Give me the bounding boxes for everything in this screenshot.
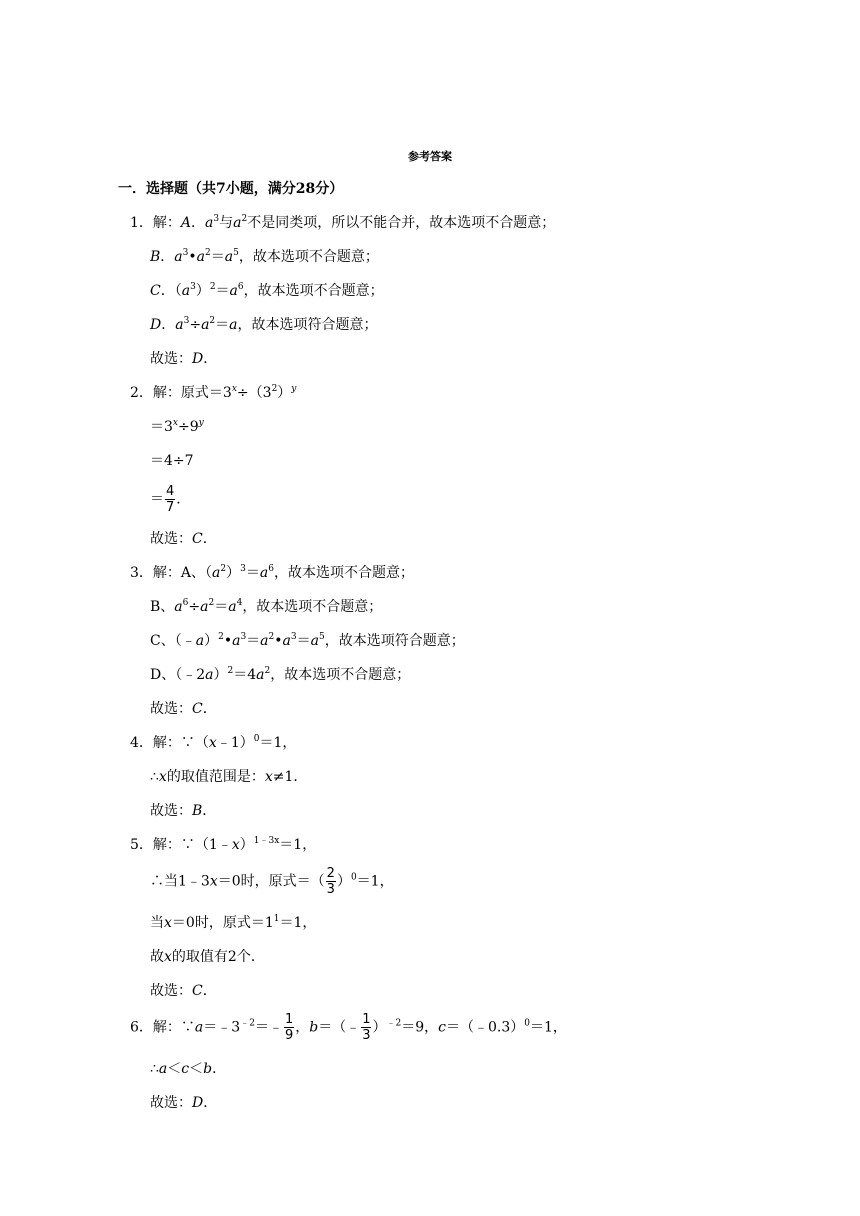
q3-line-c: C、$(﹣a)^2•a^3=a^2•a^3=a^5$，故本选项符合题意； <box>150 632 465 649</box>
section-heading: 一．选择题（共7小题，满分28分） <box>118 181 344 197</box>
q3-line-b: B、$a^6\div a^2=a^4$，故本选项不合题意； <box>150 598 383 615</box>
q2-line-1: 2．解：原式$=3^x\div(3^2)^y$ <box>130 384 297 401</box>
q1-answer: 故选：D． <box>150 351 218 367</box>
q4-line-2: ∴x的取值范围是：x≠1． <box>150 769 308 785</box>
q2-line-4: ＝ $\frac{4}{7}$ ． <box>150 484 191 515</box>
q6-answer: 故选：D． <box>150 1095 218 1111</box>
q1-line-c: C．$(a^3)^2=a^6$，故本选项不合题意； <box>150 282 384 299</box>
q5-line-4: 故x的取值有2个． <box>150 949 265 965</box>
q5-line-3: 当x＝0时，原式$=1^1=1$， <box>150 914 317 931</box>
q2-answer: 故选：C． <box>150 531 217 547</box>
q2-line-2: $=3^x\div 9^y$ <box>150 418 204 435</box>
q2-line-3: ＝4÷7 <box>150 453 194 469</box>
page-title: 参考答案 <box>408 150 452 163</box>
q3-line-d: D、$(﹣2a)^2=4a^2$，故本选项不合题意； <box>150 666 411 683</box>
q1-line-a: 1．解：A．$a^3$与$a^2$不是同类项，所以不能合并，故本选项不合题意； <box>130 214 556 231</box>
q3-line-a: 3．解：A、$(a^2)^3=a^6$，故本选项不合题意； <box>130 564 414 581</box>
q3-answer: 故选：C． <box>150 701 217 717</box>
fraction: $\frac{1}{9}$ <box>284 1012 294 1043</box>
q5-line-1: 5．解：∵（1﹣x）$^{1﹣3x}$＝1， <box>130 836 317 853</box>
q6-line-2: ∴a＜c＜b． <box>150 1061 227 1077</box>
q1-line-d: D．$a^3\div a^2=a$，故本选项符合题意； <box>150 316 378 333</box>
fraction: $\frac{2}{3}$ <box>326 866 335 897</box>
q5-answer: 故选：C． <box>150 983 217 999</box>
q4-answer: 故选：B． <box>150 803 217 819</box>
fraction: $\frac{1}{3}$ <box>362 1012 371 1043</box>
q4-line-1: 4．解：∵（x﹣1）$^0$＝1， <box>130 734 297 751</box>
fraction: $\frac{4}{7}$ <box>166 484 175 515</box>
q1-line-b: B．$a^3•a^2=a^5$，故本选项不合题意； <box>150 248 379 265</box>
q5-line-2: ∴当1﹣3x＝0时，原式＝（ $\frac{2}{3}$ ）$^0$＝1， <box>150 866 394 897</box>
q6-line-1: 6．解：$\because a=﹣3^{﹣2}=﹣$ $\frac{1}{9}$ ，b＝（﹣ $\frac{1}{3}$ ）$^{﹣2}$＝9，c＝（﹣0.3）$^0$＝1， <box>130 1012 567 1043</box>
